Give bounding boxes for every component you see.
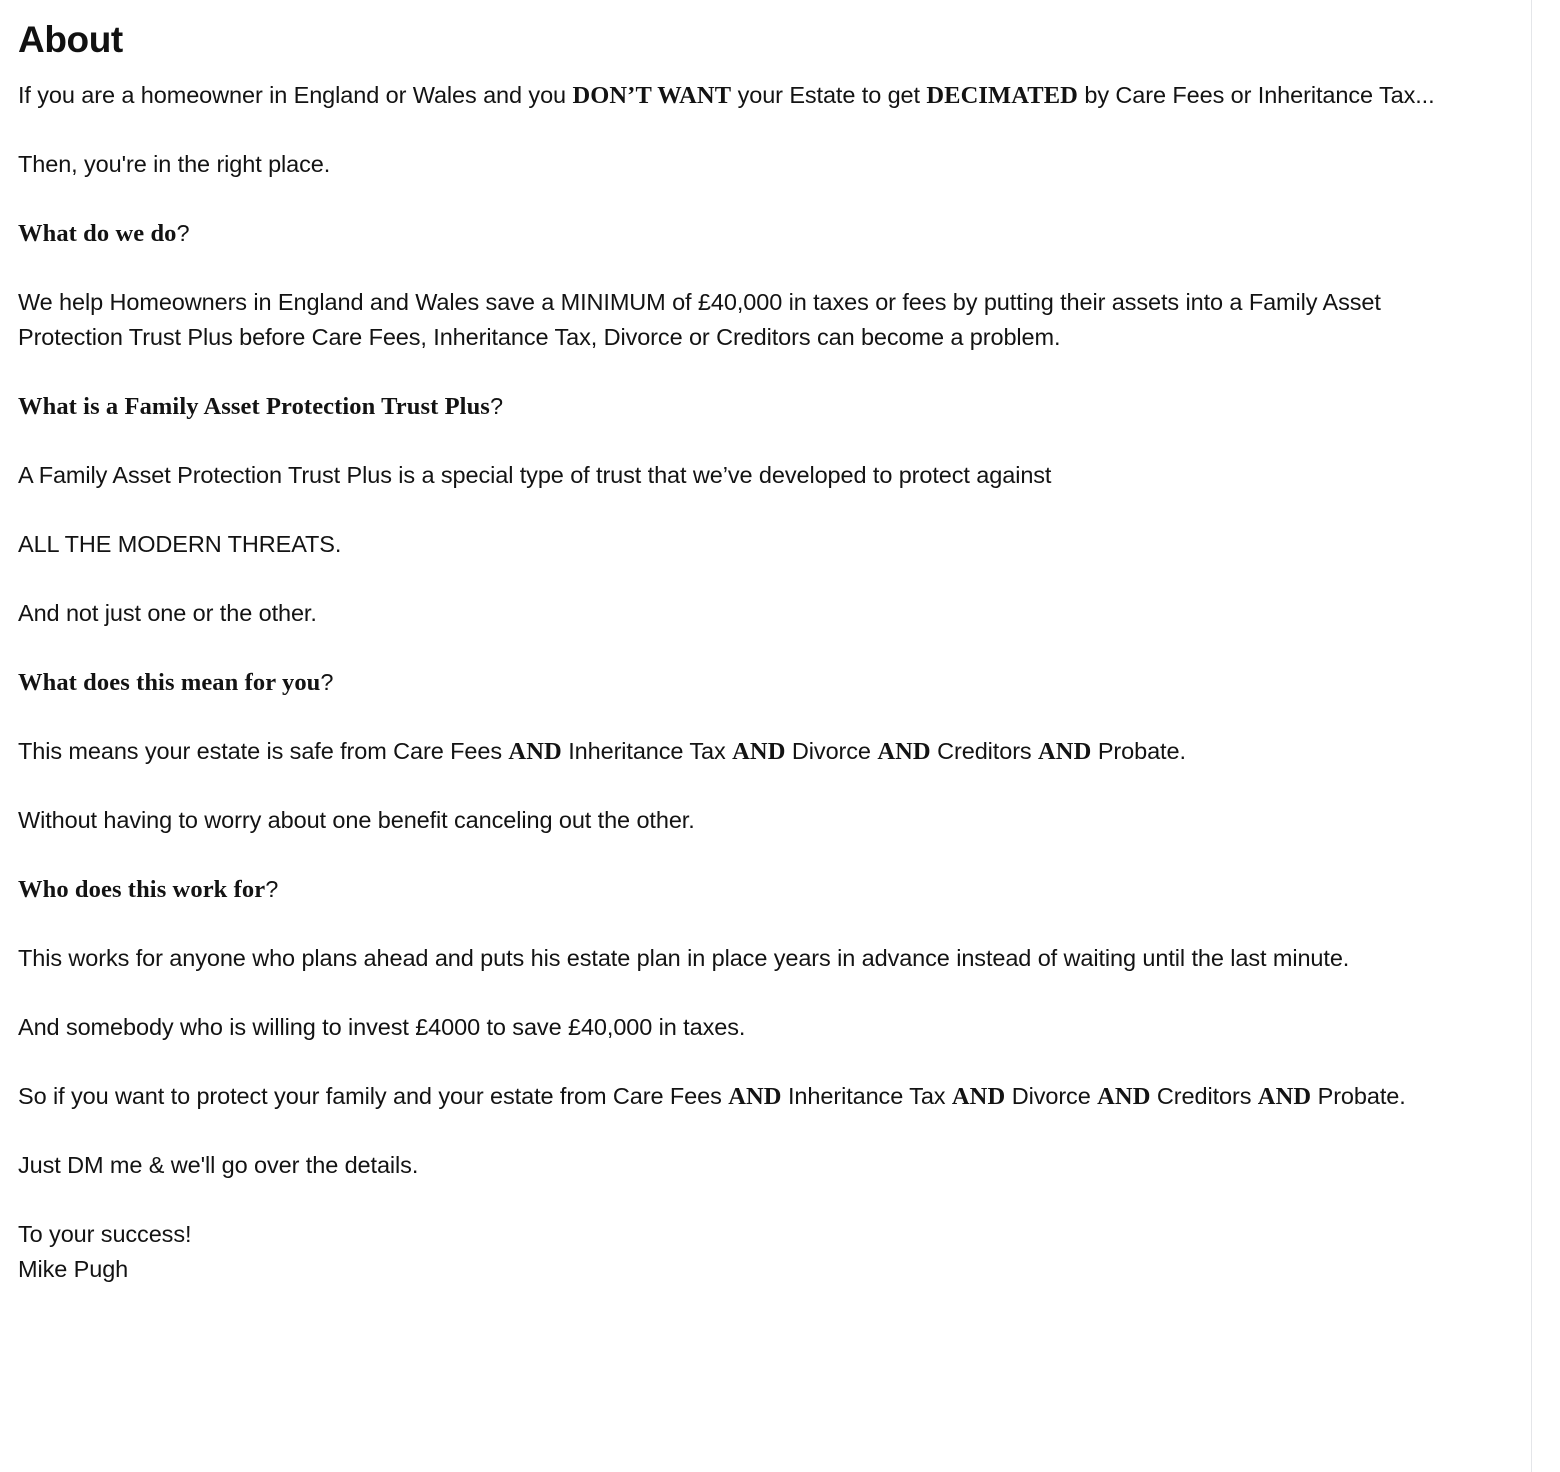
paragraph-who-works-for-body <box>18 941 1480 976</box>
page-title: About <box>18 19 123 60</box>
paragraph-what-do-we-do-body <box>18 285 1480 355</box>
paragraph-signoff <box>18 1217 1480 1287</box>
paragraph-not-just-one <box>18 596 1480 631</box>
body-text: A Family Asset Protection Trust Plus is a special type of trust that we’ve developed to protect against <box>18 462 1052 488</box>
body-text: So if you want to protect your family and your estate from Care Fees <box>18 1083 729 1109</box>
body-text: ? <box>176 220 190 246</box>
paragraph-without-worry <box>18 803 1480 838</box>
body-text: Creditors <box>930 738 1039 764</box>
body-text: ? <box>320 669 334 695</box>
body-text: To your success! <box>18 1221 192 1247</box>
body-text: Divorce <box>1005 1083 1098 1109</box>
body-text: Probate. <box>1311 1083 1406 1109</box>
body-text: And somebody who is willing to invest £4000 to save £40,000 in taxes. <box>18 1014 746 1040</box>
body-text: This means your estate is safe from Care Fees <box>18 738 509 764</box>
body-text: ? <box>489 393 503 419</box>
emphasis-text: AND <box>877 738 931 765</box>
emphasis-text: AND <box>1257 1083 1312 1110</box>
emphasis-text: What is a Family Asset Protection Trust Plus <box>18 393 490 420</box>
body-text: Without having to worry about one benefit canceling out the other. <box>18 807 695 833</box>
paragraph-what-is-faptp-body <box>18 458 1480 493</box>
body-text: Creditors <box>1150 1083 1258 1109</box>
paragraph-protect-family <box>18 1079 1480 1114</box>
paragraph-mean-for-you-heading <box>18 665 1480 700</box>
paragraph-dm-me <box>18 1148 1480 1183</box>
body-text: This works for anyone who plans ahead and puts his estate plan in place years in advance instead of waiting until the last minute. <box>18 945 1350 971</box>
paragraph-intro <box>18 78 1480 113</box>
body-text: Then, you're in the right place. <box>18 151 331 177</box>
body-text: Probate. <box>1091 738 1186 764</box>
body-text: We help Homeowners in England and Wales save a MINIMUM of £40,000 in taxes or fees by putting their assets into a Family Asset Protection Trust Plus before Care Fees, Inheritance Tax, Divorce or Creditors can become a problem. <box>18 289 1381 350</box>
paragraph-invest-4000 <box>18 1010 1480 1045</box>
body-text: If you are a homeowner in England or Wales and you <box>18 82 573 108</box>
body-text: by Care Fees or Inheritance Tax... <box>1077 82 1435 108</box>
emphasis-text: Who does this work for <box>18 876 266 903</box>
page-right-divider <box>1531 0 1532 1472</box>
emphasis-text: AND <box>951 1083 1006 1110</box>
body-text: Inheritance Tax <box>561 738 733 764</box>
body-text: ? <box>265 876 279 902</box>
paragraph-who-works-for-heading <box>18 872 1480 907</box>
body-text: And not just one or the other. <box>18 600 317 626</box>
body-text: Mike Pugh <box>18 1256 129 1282</box>
emphasis-text: What does this mean for you <box>18 669 321 696</box>
paragraph-mean-for-you-body <box>18 734 1480 769</box>
about-body-text <box>18 78 1480 1287</box>
emphasis-text: DECIMATED <box>926 82 1078 109</box>
emphasis-text: AND <box>1038 738 1092 765</box>
emphasis-text: DON’T WANT <box>572 82 732 109</box>
body-text: your Estate to get <box>731 82 927 108</box>
paragraph-right-place <box>18 147 1480 182</box>
emphasis-text: AND <box>732 738 786 765</box>
paragraph-all-modern-threats <box>18 527 1480 562</box>
body-text: Divorce <box>785 738 878 764</box>
emphasis-text: AND <box>728 1083 782 1110</box>
paragraph-what-is-faptp-heading <box>18 389 1480 424</box>
emphasis-text: AND <box>1097 1083 1151 1110</box>
body-text: ALL THE MODERN THREATS. <box>18 531 342 557</box>
body-text: Inheritance Tax <box>781 1083 952 1109</box>
emphasis-text: AND <box>508 738 562 765</box>
paragraph-what-do-we-do-heading <box>18 216 1480 251</box>
emphasis-text: What do we do <box>18 220 177 247</box>
body-text: Just DM me & we'll go over the details. <box>18 1152 419 1178</box>
